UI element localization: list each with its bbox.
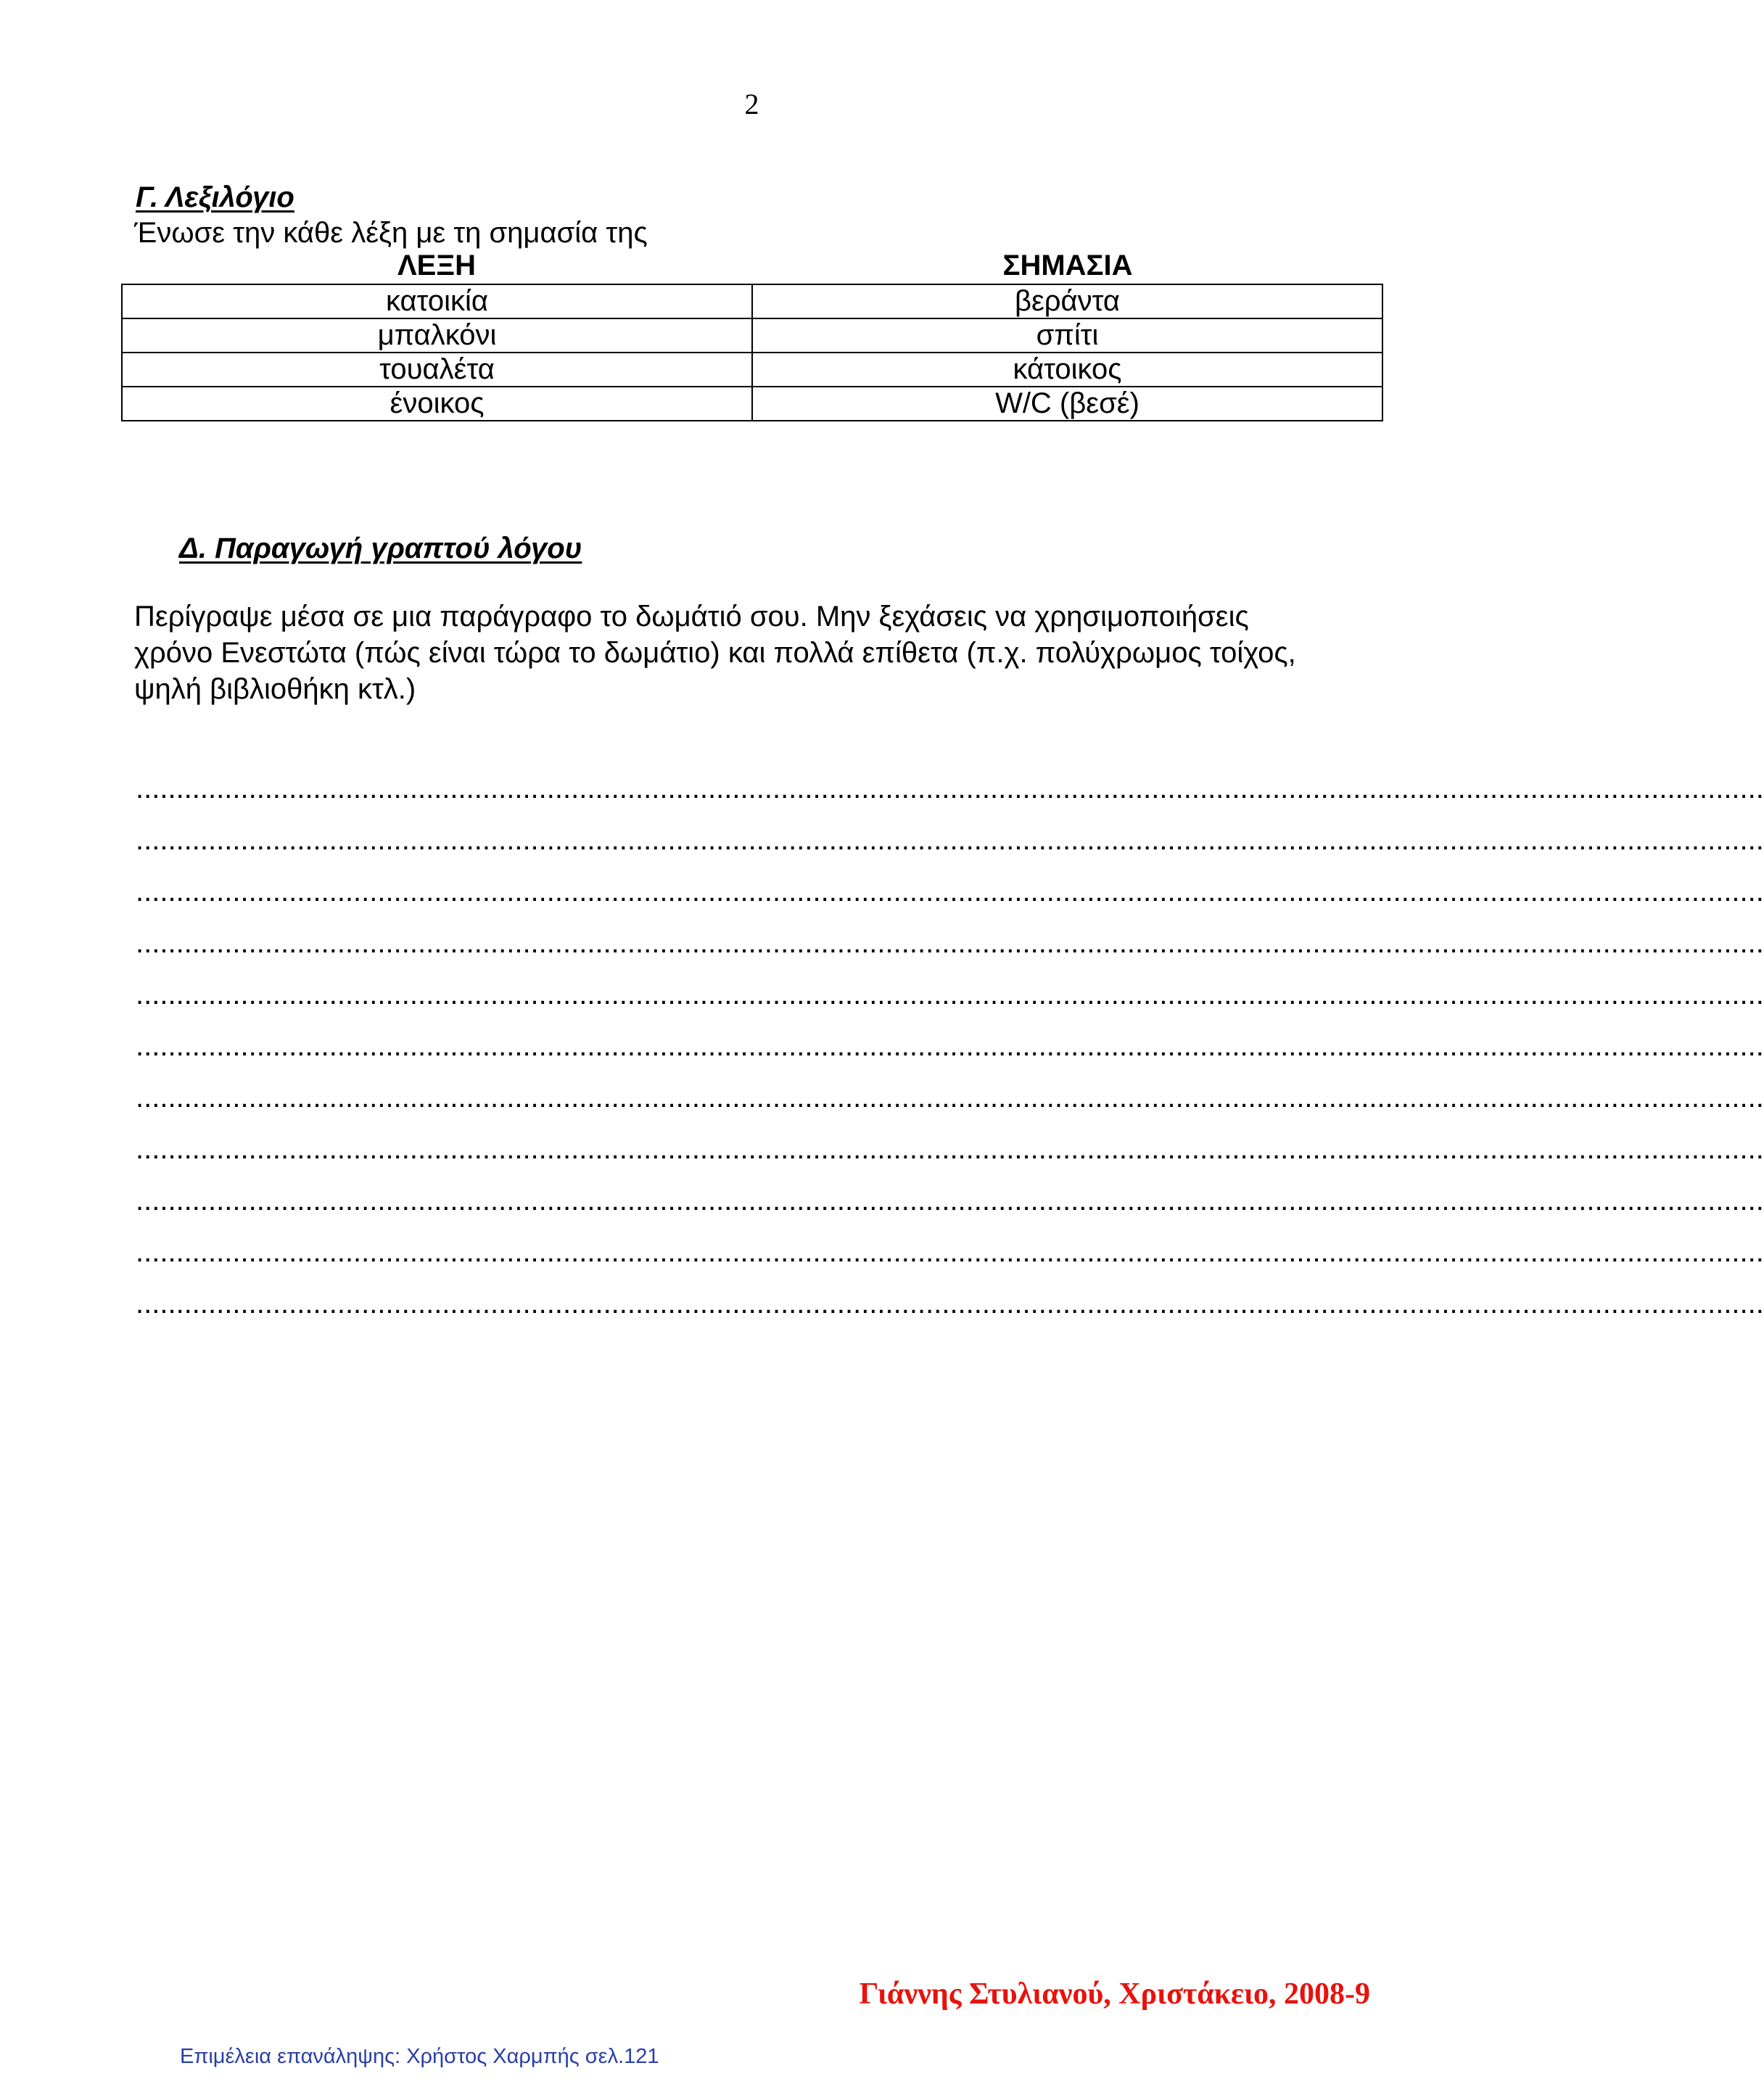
instruction-line: ψηλή βιβλιοθήκη κτλ.) — [134, 673, 416, 705]
answer-line[interactable]: .......................................................................................................................................................................................................... — [136, 1185, 1764, 1216]
word-cell: μπαλκόνι — [122, 318, 752, 353]
writing-instructions — [134, 598, 1396, 707]
word-cell: κατοικία — [122, 284, 752, 318]
meaning-cell: W/C (βεσέ) — [752, 387, 1382, 421]
answer-line[interactable]: .......................................................................................................................................................................................................... — [136, 1236, 1764, 1268]
table-row — [122, 318, 1382, 353]
meaning-cell: σπίτι — [752, 318, 1382, 353]
vocabulary-instruction: Ένωσε την κάθε λέξη με τη σημασία της — [134, 217, 648, 249]
author-credit: Γιάννης Στυλιανού, Χριστάκειο, 2008-9 — [859, 1977, 1370, 2011]
table-row — [122, 353, 1382, 387]
vocabulary-table — [121, 284, 1383, 421]
writing-heading: Δ. Παραγωγή γραπτού λόγου — [179, 532, 582, 564]
page-number: 2 — [744, 88, 759, 120]
answer-line[interactable]: .......................................................................................................................................................................................................... — [136, 979, 1764, 1010]
answer-line[interactable]: .......................................................................................................................................................................................................... — [136, 876, 1764, 907]
column-header-word: ΛΕΞΗ — [397, 250, 476, 281]
instruction-line: Περίγραψε μέσα σε μια παράγραφο το δωμάτιό σου. Μην ξεχάσεις να χρησιμοποιήσεις — [134, 601, 1249, 633]
answer-line[interactable]: .......................................................................................................................................................................................................... — [136, 1288, 1764, 1319]
instruction-line: χρόνο Ενεστώτα (πώς είναι τώρα το δωμάτιο) και πολλά επίθετα (π.χ. πολύχρωμος τοίχος, — [134, 637, 1296, 669]
editor-credit: Επιμέλεια επανάληψης: Χρήστος Χαρμπής σελ.121 — [180, 2045, 659, 2068]
column-header-meaning: ΣΗΜΑΣΙΑ — [1002, 250, 1133, 281]
table-row — [122, 284, 1382, 318]
answer-line[interactable]: .......................................................................................................................................................................................................... — [136, 927, 1764, 959]
word-cell: τουαλέτα — [122, 353, 752, 387]
meaning-cell: βεράντα — [752, 284, 1382, 318]
answer-line[interactable]: .......................................................................................................................................................................................................... — [136, 1030, 1764, 1062]
answer-line[interactable]: .......................................................................................................................................................................................................... — [136, 1133, 1764, 1165]
table-row — [122, 387, 1382, 421]
answer-line[interactable]: .......................................................................................................................................................................................................... — [136, 1082, 1764, 1113]
vocabulary-heading: Γ. Λεξιλόγιο — [136, 181, 294, 213]
word-cell: ένοικος — [122, 387, 752, 421]
answer-line[interactable]: .......................................................................................................................................................................................................... — [136, 773, 1764, 804]
answer-line[interactable]: .......................................................................................................................................................................................................... — [136, 824, 1764, 856]
meaning-cell: κάτοικος — [752, 353, 1382, 387]
